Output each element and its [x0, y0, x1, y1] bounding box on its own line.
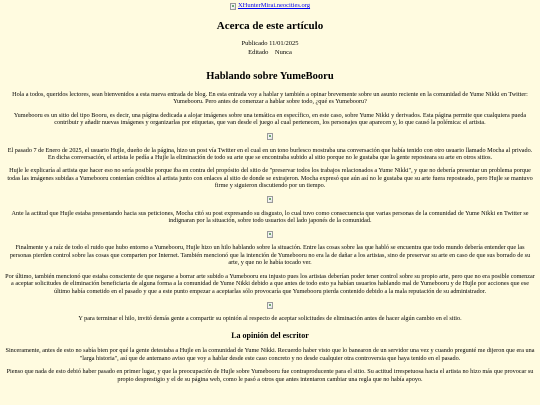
post-paragraph-1: Hola a todos, queridos lectores, sean bienvenidos a esta nueva entrada de blog. En esta entrada voy a hablar y también a opinar brevemente sobre un asunto reciente en la comunidad de Yume Nikki en Twitter: Yumebooru. Pero antes de comenzar a hablar sobre todo, ¿qué es Yumebooru?: [12, 91, 528, 106]
post-paragraph-9: Sinceramente, antes de esto no sabía bien por qué la gente detestaba a Hujle en la comunidad de Yume Nikki. Recuerdo haber visto que lo banearon de un servidor una vez y cuando pregunté me dijeron que era una "larga historia", así que de antemano aviso que voy a hablar desde este caso concreto y no desde cualquier otra controversia que haya tenido en el pasado.: [5, 347, 535, 362]
post-paragraph-7: Por último, también mencionó que estaba consciente de que negarse a borrar arte subido a Yumebooru era injusto pues los artistas deberían poder tener control sobre su propio arte, pero que no era posible comenzar a aceptar solicitudes de eliminación beneficiaria de alguna forma a la comunidad de Yume Nikki debido a que antes de todo esto ya habían usuarios hablando mal de Yumebooru y de Hujle por acciones que ese último había cometido en el pasado y que a este punto empezar a aceptarlas sólo provocaría que Yumebooru pierda contenido debido a la mala reputación de su administrador.: [5, 272, 535, 295]
post-paragraph-2: Yumebooru es un sitio del tipo Booru, es decir, una página dedicada a alojar imágenes sobre una temática en específico, en este caso, sobre Yume Nikki y derivados. Esta página permite que cualquiera pueda contribuir y añadir nuevas imágenes y organizarlas por etiquetas, que van desde el juego al cual pertenecen, los personajes que aparecen y, lo que causó la polémica: el artista.: [13, 111, 527, 127]
post-image-3: [0, 230, 540, 238]
post-title: Hablando sobre YumeBooru: [206, 71, 334, 82]
post-paragraph-4: Hujle le explicaría al artista que hacer eso no sería posible porque iba en contra del propósito del sitio de "preservar todos los trabajos relacionados a Yume Nikki", y que no debería presentar un problema porque todas las imágenes subidas a Yumebooru contenían créditos al artista junto con enlaces al sitio de donde se extrajeron. Mocha expresó que aún así no le gustaba que su arte fuera reposteado, pero Hujle se mantuvo firme y siguieron discutiendo por un tiempo.: [7, 167, 533, 190]
post-paragraph-5: Ante la actitud que Hujle estaba presentando hacia sus peticiones, Mocha citó su post expresando su disgusto, lo cual tuvo como consecuencia que varias personas de la comunidad de Yume Nikki en Twitter se indignaran por la situación, sobre todo usuarios del lado japonés de la comunidad.: [11, 209, 529, 225]
broken-image-icon: [267, 231, 273, 238]
post-paragraph-6: Finalmente y a raíz de todo el ruido que hubo entorno a Yumebooru, Hujle hizo un hilo hablando sobre la situación. Entre las cosas sobre las que habló se encuentra que todo mundo debería entender que las personas pierden control sobre las cosas que comparten por Internet. También mencionó que la intención de Yumebooru no era la de dañar a los artistas, sino de preservar su arte en caso de que sus borrado de su arte, y que no le había tocado ver.: [9, 244, 531, 267]
broken-image-icon: [267, 133, 273, 140]
post-image-1: [0, 133, 540, 141]
site-banner: [0, 0, 540, 14]
broken-image-icon: [267, 302, 273, 309]
post-image-4: [0, 301, 540, 309]
site-banner-link[interactable]: [230, 2, 310, 10]
broken-image-icon: [267, 196, 273, 203]
post-paragraph-8: Y para terminar el hilo, invitó demás gente a compartir su opinión al respecto de aceptar solicitudes de eliminación antes de hacer algún cambio en el sitio.: [78, 314, 462, 322]
post-image-2: [0, 196, 540, 204]
article-meta: [0, 39, 540, 57]
post-paragraph-3: El pasado 7 de Enero de 2025, el usuario Hujle, dueño de la página, hizo un post vía Twitter en el cual en un tono burlesco mostraba una conversación que había tenido con otro usuario llamado Mocha al privado. En dicha conversación, el artista le pedía a Hujle la eliminación de todo su arte que se encontraba subido al sitio porque no le gustaba que la gente reposteara su arte en otros sitios.: [7, 146, 533, 162]
published-date: Publicado 11/01/2025: [241, 40, 299, 47]
writer-opinion-heading: La opinión del escritor: [231, 331, 309, 341]
broken-image-icon: [230, 3, 236, 10]
edited-date: Editado Nunca: [248, 49, 292, 56]
site-banner-link-text: XHunterMirai.neocities.org: [237, 2, 311, 9]
about-article-heading: Acerca de este artículo: [216, 20, 324, 32]
post-paragraph-10: Pienso que nada de esto debió haber pasado en primer lugar, y que la preocupación de Hujle sobre Yumebooru fue contraproducente para el sitio. Su actitud irrespetuosa hacia el artista no hizo más que provocar su propio desprestigio y el de su página web, como le pasó a otros que antes intentaron cambiar una regla que no había apoyo.: [6, 368, 534, 383]
